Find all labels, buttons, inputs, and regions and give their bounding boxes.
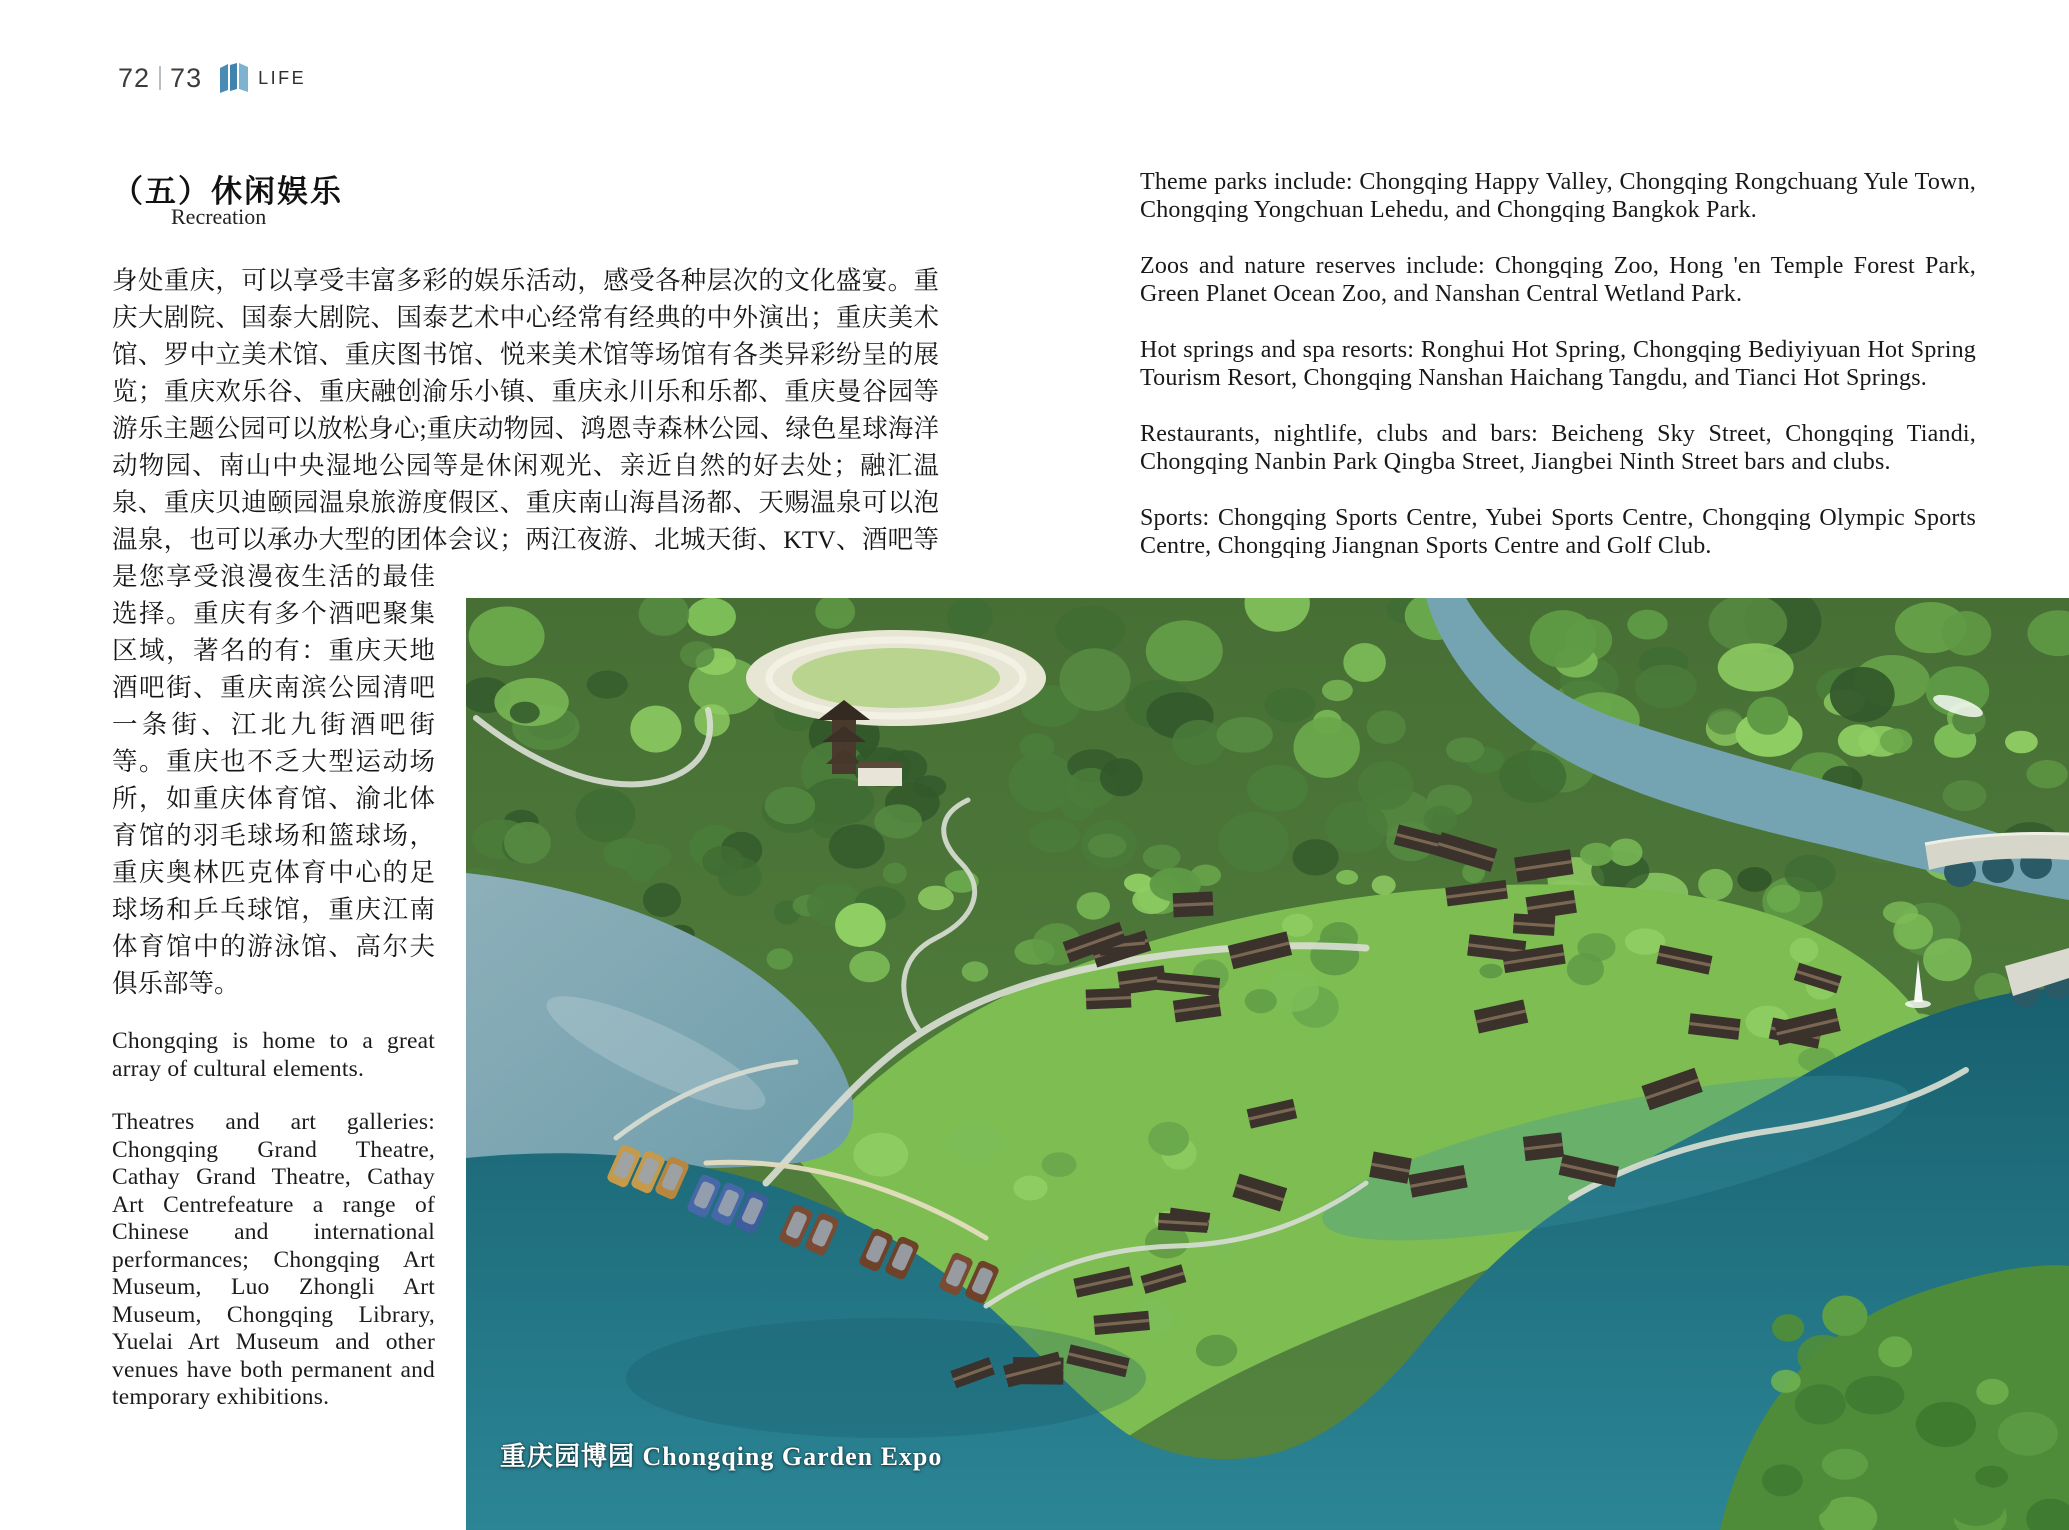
paragraph-hot-springs: Hot springs and spa resorts: Ronghui Hot Spring, Chongqing Bediyiyuan Hot Spring Tourism Resort, Chongqing Nanshan Haichang Tangdu, and Tianci Hot Springs. xyxy=(1140,337,1976,391)
life-logo-icon xyxy=(218,62,250,94)
paragraph-zoos: Zoos and nature reserves include: Chongqing Zoo, Hong 'en Temple Forest Park, Green Planet Ocean Zoo, and Nanshan Central Wetland Park. xyxy=(1140,253,1976,307)
heading-recreation-en: Recreation xyxy=(171,204,267,229)
paragraph-restaurants: Restaurants, nightlife, clubs and bars: Beicheng Sky Street, Chongqing Tiandi, Chongqing Nanbin Park Qingba Street, Jiangbei Ninth Street bars and clubs. xyxy=(1140,421,1976,475)
page-header xyxy=(118,62,306,94)
right-text-column xyxy=(1140,168,1976,588)
page-number-right: 73 xyxy=(170,62,203,93)
photo-caption: 重庆园博园 Chongqing Garden Expo xyxy=(500,1442,943,1471)
page-number-divider xyxy=(159,66,161,90)
paragraph-theatres-galleries: Theatres and art galleries: Chongqing Grand Theatre, Cathay Grand Theatre, Cathay Art Centrefeature a range of Chinese and international performances; Chongqing Art Museum, Luo Zhongli Art Museum, Chongqing Library, Yuelai Art Museum and other venues have both permanent and temporary exhibitions. xyxy=(112,1109,435,1410)
section-label: LIFE xyxy=(258,67,307,88)
garden-expo-photo-illustration xyxy=(466,598,2069,1530)
garden-expo-photo xyxy=(466,598,2069,1530)
recreation-paragraph-zh: 身处重庆，可以享受丰富多彩的娱乐活动，感受各种层次的文化盛宴。重庆大剧院、国泰大剧院、国泰艺术中心经常有经典的中外演出；重庆美术馆、罗中立美术馆、重庆图书馆、悦来美术馆等场馆有各类异彩纷呈的展览；重庆欢乐谷、重庆融创渝乐小镇、重庆永川乐和乐都、重庆曼谷园等游乐主题公园可以放松身心;重庆动物园、鸿恩寺森林公园、绿色星球海洋动物园、南山中央湿地公园等是休闲观光、亲近自然的好去处；融汇温泉、重庆贝迪颐园温泉旅游度假区、重庆南山海昌汤都、天赐温泉可以泡温泉，也可以承办大型的团体会议；两江夜游、北城天街、KTV、酒吧等是您享受浪漫夜生活的最佳选择。重庆有多个酒吧聚集区域，著名的有：重庆天地酒吧街、重庆南滨公园清吧一条街、江北九街酒吧街等。重庆也不乏大型运动场所，如重庆体育馆、渝北体育馆的羽毛球场和篮球场，重庆奥林匹克体育中心的足球场和乒乓球馆，重庆江南体育馆中的游泳馆、高尔夫俱乐部等。 xyxy=(112,266,939,998)
page-number-left: 72 xyxy=(118,62,151,93)
heading-recreation-zh: （五）休闲娱乐 xyxy=(112,174,343,209)
page-numbers xyxy=(118,63,202,94)
paragraph-sports: Sports: Chongqing Sports Centre, Yubei Sports Centre, Chongqing Olympic Sports Centre, Chongqing Jiangnan Sports Centre and Golf Club. xyxy=(1140,505,1976,559)
paragraph-theme-parks: Theme parks include: Chongqing Happy Valley, Chongqing Rongchuang Yule Town, Chongqing Yongchuan Lehedu, and Chongqing Bangkok Park. xyxy=(1140,169,1976,223)
paragraph-cultural-elements: Chongqing is home to a great array of cultural elements. xyxy=(112,1028,435,1082)
